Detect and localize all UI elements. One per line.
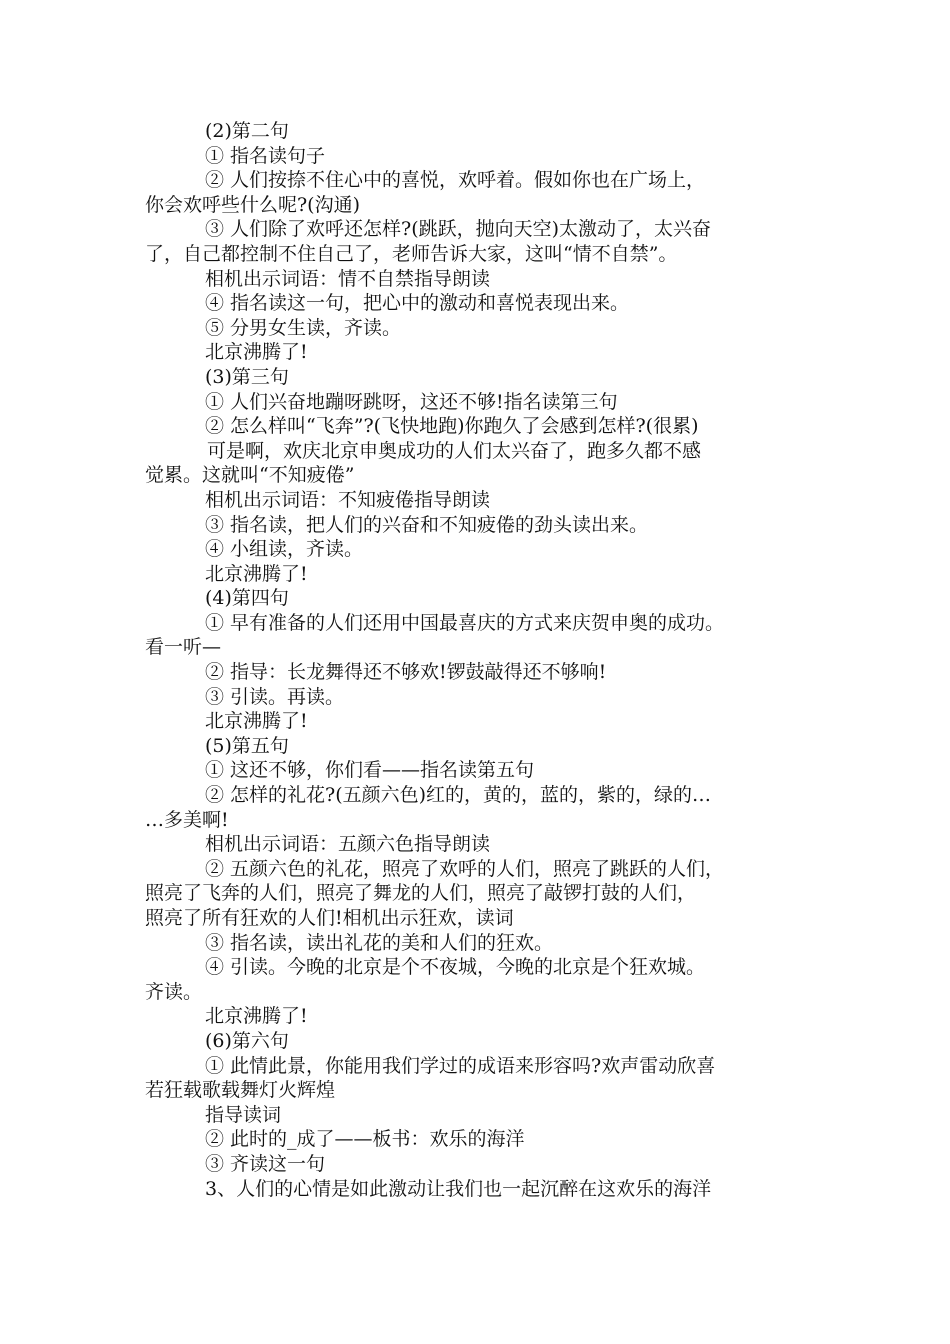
text-line: 3、人们的心情是如此激动让我们也一起沉醉在这欢乐的海洋: [205, 1177, 712, 1200]
text-line: 照亮了所有狂欢的人们!相机出示狂欢，读词: [145, 907, 514, 929]
text-line: (2)第二句: [205, 120, 289, 142]
text-line: 你会欢呼些什么呢?(沟通): [145, 193, 361, 216]
text-line: ① 指名读句子: [205, 144, 326, 167]
text-line: ④ 指名读这一句，把心中的激动和喜悦表现出来。: [205, 292, 630, 315]
text-line: ② 怎么样叫“飞奔”?(飞快地跑)你跑久了会感到怎样?(很累): [205, 415, 699, 438]
document-body: [145, 119, 815, 1201]
text-line: ④ 小组读，齐读。: [205, 538, 364, 561]
text-line: ③ 齐读这一句: [205, 1152, 326, 1175]
text-line: ② 五颜六色的礼花，照亮了欢呼的人们，照亮了跳跃的人们，: [205, 857, 725, 880]
text-line: ④ 引读。今晚的北京是个不夜城，今晚的北京是个狂欢城。: [205, 956, 706, 979]
text-line: 相机出示词语：不知疲倦指导朗读: [205, 488, 491, 511]
text-line: ② 怎样的礼花?(五颜六色)红的，黄的，蓝的，紫的，绿的…: [205, 784, 712, 807]
text-line: 看一听—: [145, 636, 222, 659]
text-line: 指导读词: [205, 1103, 282, 1126]
text-line: 北京沸腾了!: [205, 1005, 308, 1028]
text-line: ③ 引读。再读。: [205, 685, 345, 708]
text-line: ③ 指名读，把人们的兴奋和不知疲倦的劲头读出来。: [205, 513, 649, 536]
text-line: ⑤ 分男女生读，齐读。: [205, 316, 402, 339]
text-line: (3)第三句: [205, 365, 289, 388]
text-line: 相机出示词语：五颜六色指导朗读: [205, 833, 491, 856]
text-line: 相机出示词语：情不自禁指导朗读: [205, 267, 491, 290]
text-line: ② 指导：长龙舞得还不够欢!锣鼓敲得还不够响!: [205, 661, 607, 684]
text-line: 北京沸腾了!: [205, 710, 308, 733]
text-line: ② 人们按捺不住心中的喜悦，欢呼着。假如你也在广场上，: [205, 169, 706, 192]
text-line: ① 这还不够，你们看——指名读第五句: [205, 759, 535, 782]
text-line: (6)第六句: [205, 1029, 289, 1052]
text-line: ③ 人们除了欢呼还怎样?(跳跃，抛向天空)太激动了，太兴奋: [205, 218, 712, 241]
text-line: 北京沸腾了!: [205, 341, 308, 364]
text-line: 齐读。: [145, 980, 203, 1003]
text-line: ② 此时的_成了——板书：欢乐的海洋: [205, 1128, 525, 1151]
text-line: 了，自己都控制不住自己了，老师告诉大家，这叫“情不自禁”。: [145, 242, 678, 265]
text-line: ① 早有准备的人们还用中国最喜庆的方式来庆贺申奥的成功。: [205, 611, 725, 634]
text-line: 可是啊，欢庆北京申奥成功的人们太兴奋了，跑多久都不感: [207, 439, 702, 462]
text-line: (5)第五句: [205, 734, 289, 757]
text-line: 北京沸腾了!: [205, 562, 308, 585]
text-line: ③ 指名读，读出礼花的美和人们的狂欢。: [205, 931, 554, 954]
text-line: ① 此情此景，你能用我们学过的成语来形容吗?欢声雷动欣喜: [205, 1054, 716, 1077]
text-line: ① 人们兴奋地蹦呀跳呀，这还不够!指名读第三句: [205, 390, 618, 413]
text-line: (4)第四句: [205, 587, 289, 610]
text-line: 照亮了飞奔的人们，照亮了舞龙的人们，照亮了敲锣打鼓的人们，: [145, 882, 697, 905]
text-line: 若狂载歌载舞灯火辉煌: [145, 1079, 336, 1102]
text-line: …多美啊!: [145, 808, 229, 831]
text-line: 觉累。这就叫“不知疲倦”: [145, 464, 355, 487]
